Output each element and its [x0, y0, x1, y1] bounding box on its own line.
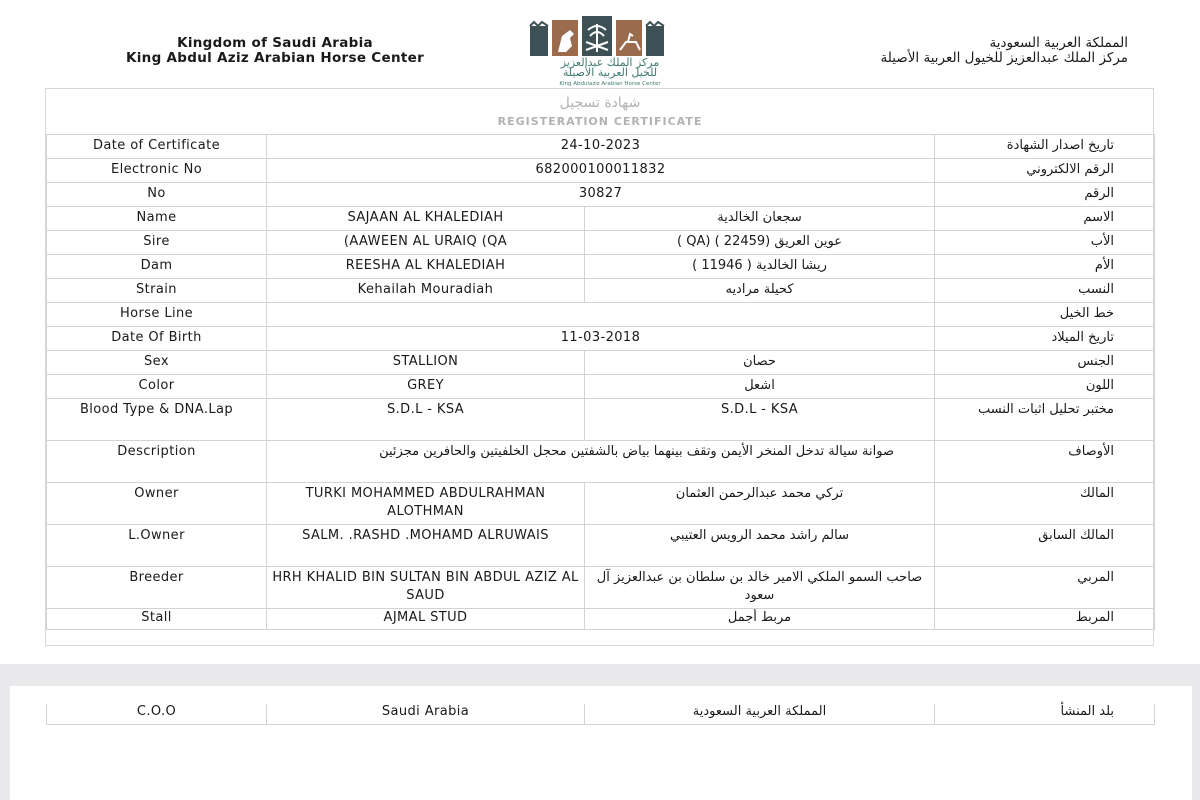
label-ar: مختبر تحليل اثبات النسب [935, 399, 1155, 441]
row-name [47, 207, 1155, 231]
value-ar: صاحب السمو الملكي الامير خالد بن سلطان بن عبدالعزيز آل سعود [585, 567, 935, 609]
header-kingdom-en: Kingdom of Saudi Arabia [177, 35, 373, 51]
label-en: Owner [47, 483, 267, 525]
row-electronic-no [47, 159, 1155, 183]
label-en: Strain [47, 279, 267, 303]
coo-value-ar: المملكة العربية السعودية [585, 704, 935, 725]
row-date-of-certificate [47, 135, 1155, 159]
value-en: GREY [267, 375, 585, 399]
coo-table [46, 704, 1155, 725]
coo-label-en: C.O.O [47, 704, 267, 725]
row-description [47, 441, 1155, 483]
value-ar: ريشا الخالدية ( 11946 ) [585, 255, 935, 279]
value: 24-10-2023 [267, 135, 935, 159]
coo-label-ar: بلد المنشأ [935, 704, 1155, 725]
label-en: Horse Line [47, 303, 267, 327]
logo-caption-ar-1: مركز الملك عبدالعزيز [560, 56, 660, 69]
label-en: Electronic No [47, 159, 267, 183]
label-ar: خط الخيل [935, 303, 1155, 327]
label-en: Description [47, 441, 267, 483]
row-strain [47, 279, 1155, 303]
header-center-en: King Abdul Aziz Arabian Horse Center [125, 50, 425, 66]
label-en: Sire [47, 231, 267, 255]
value-en: STALLION [267, 351, 585, 375]
value-ar: صوانة سيالة تدخل المنخر الأيمن وتقف بينهما بياض بالشفتين محجل الخلفيتين والحافرين مجزئين [267, 441, 935, 483]
value: 30827 [267, 183, 935, 207]
certificate-title-en: REGISTERATION CERTIFICATE [497, 115, 703, 128]
label-ar: الرقم الالكتروني [935, 159, 1155, 183]
label-ar: تاريخ اصدار الشهادة [935, 135, 1155, 159]
value-en: Kehailah Mouradiah [267, 279, 585, 303]
value-ar: كحيلة مراديه [585, 279, 935, 303]
value-ar: عوين العريق (22459 ) (QA ) [585, 231, 935, 255]
label-ar: الرقم [935, 183, 1155, 207]
header-center-ar: مركز الملك عبدالعزيز للخيول العربية الأصيلة [880, 50, 1128, 66]
label-en: Breeder [47, 567, 267, 609]
logo-block-left [530, 26, 548, 56]
label-en: Color [47, 375, 267, 399]
value-en: REESHA AL KHALEDIAH [267, 255, 585, 279]
label-en: L.Owner [47, 525, 267, 567]
row-no [47, 183, 1155, 207]
row-owner [47, 483, 1155, 525]
value-ar: حصان [585, 351, 935, 375]
value-ar: سالم راشد محمد الرويس العتيبي [585, 525, 935, 567]
logo-caption-en: King Abdulaziz Arabian Horse Center [559, 81, 661, 87]
header-english [40, 36, 510, 66]
label-ar: النسب [935, 279, 1155, 303]
label-ar: تاريخ الميلاد [935, 327, 1155, 351]
label-ar: الاسم [935, 207, 1155, 231]
logo-caption-ar-2: للخيل العربية الأصيلة [562, 66, 658, 79]
value [267, 303, 935, 327]
row-color [47, 375, 1155, 399]
value-en: HRH KHALID BIN SULTAN BIN ABDUL AZIZ AL SAUD [267, 567, 585, 609]
row-stall [47, 609, 1155, 630]
registration-table [46, 134, 1155, 630]
value-ar: تركي محمد عبدالرحمن العثمان [585, 483, 935, 525]
label-ar: المربي [935, 567, 1155, 609]
row-date-of-birth [47, 327, 1155, 351]
row-blood-type [47, 399, 1155, 441]
certificate-title-ar: شهادة تسجيل [559, 95, 641, 111]
label-en: Name [47, 207, 267, 231]
row-sex [47, 351, 1155, 375]
value-en: SALM. .RASHD .MOHAMD ALRUWAIS [267, 525, 585, 567]
label-ar: الجنس [935, 351, 1155, 375]
row-breeder [47, 567, 1155, 609]
value-en: (AAWEEN AL URAIQ (QA [267, 231, 585, 255]
label-ar: الأم [935, 255, 1155, 279]
label-en: Stall [47, 609, 267, 630]
label-ar: الأب [935, 231, 1155, 255]
value-ar: اشعل [585, 375, 935, 399]
value-en: TURKI MOHAMMED ABDULRAHMAN ALOTHMAN [267, 483, 585, 525]
label-ar: المالك [935, 483, 1155, 525]
label-en: Date of Certificate [47, 135, 267, 159]
coo-value-en: Saudi Arabia [267, 704, 585, 725]
label-en: No [47, 183, 267, 207]
value-en: AJMAL STUD [267, 609, 585, 630]
label-ar: اللون [935, 375, 1155, 399]
label-ar: المالك السابق [935, 525, 1155, 567]
value-en: S.D.L - KSA [267, 399, 585, 441]
label-en: Blood Type & DNA.Lap [47, 399, 267, 441]
label-en: Sex [47, 351, 267, 375]
label-ar: الأوصاف [935, 441, 1155, 483]
row-dam [47, 255, 1155, 279]
value-ar: سجعان الخالدية [585, 207, 935, 231]
row-l-owner [47, 525, 1155, 567]
row-sire [47, 231, 1155, 255]
value-ar: مربط أجمل [585, 609, 935, 630]
label-ar: المربط [935, 609, 1155, 630]
logo-block-right [646, 26, 664, 56]
value-en: SAJAAN AL KHALEDIAH [267, 207, 585, 231]
row-coo [47, 704, 1155, 725]
header-kingdom-ar: المملكة العربية السعودية [989, 35, 1128, 51]
certificate-page-2 [10, 686, 1192, 800]
logo-caption [520, 58, 700, 89]
value: 682000100011832 [267, 159, 935, 183]
label-en: Date Of Birth [47, 327, 267, 351]
value: 11-03-2018 [267, 327, 935, 351]
header-arabic [698, 36, 1128, 66]
row-horse-line [47, 303, 1155, 327]
label-en: Dam [47, 255, 267, 279]
value-ar: S.D.L - KSA [585, 399, 935, 441]
